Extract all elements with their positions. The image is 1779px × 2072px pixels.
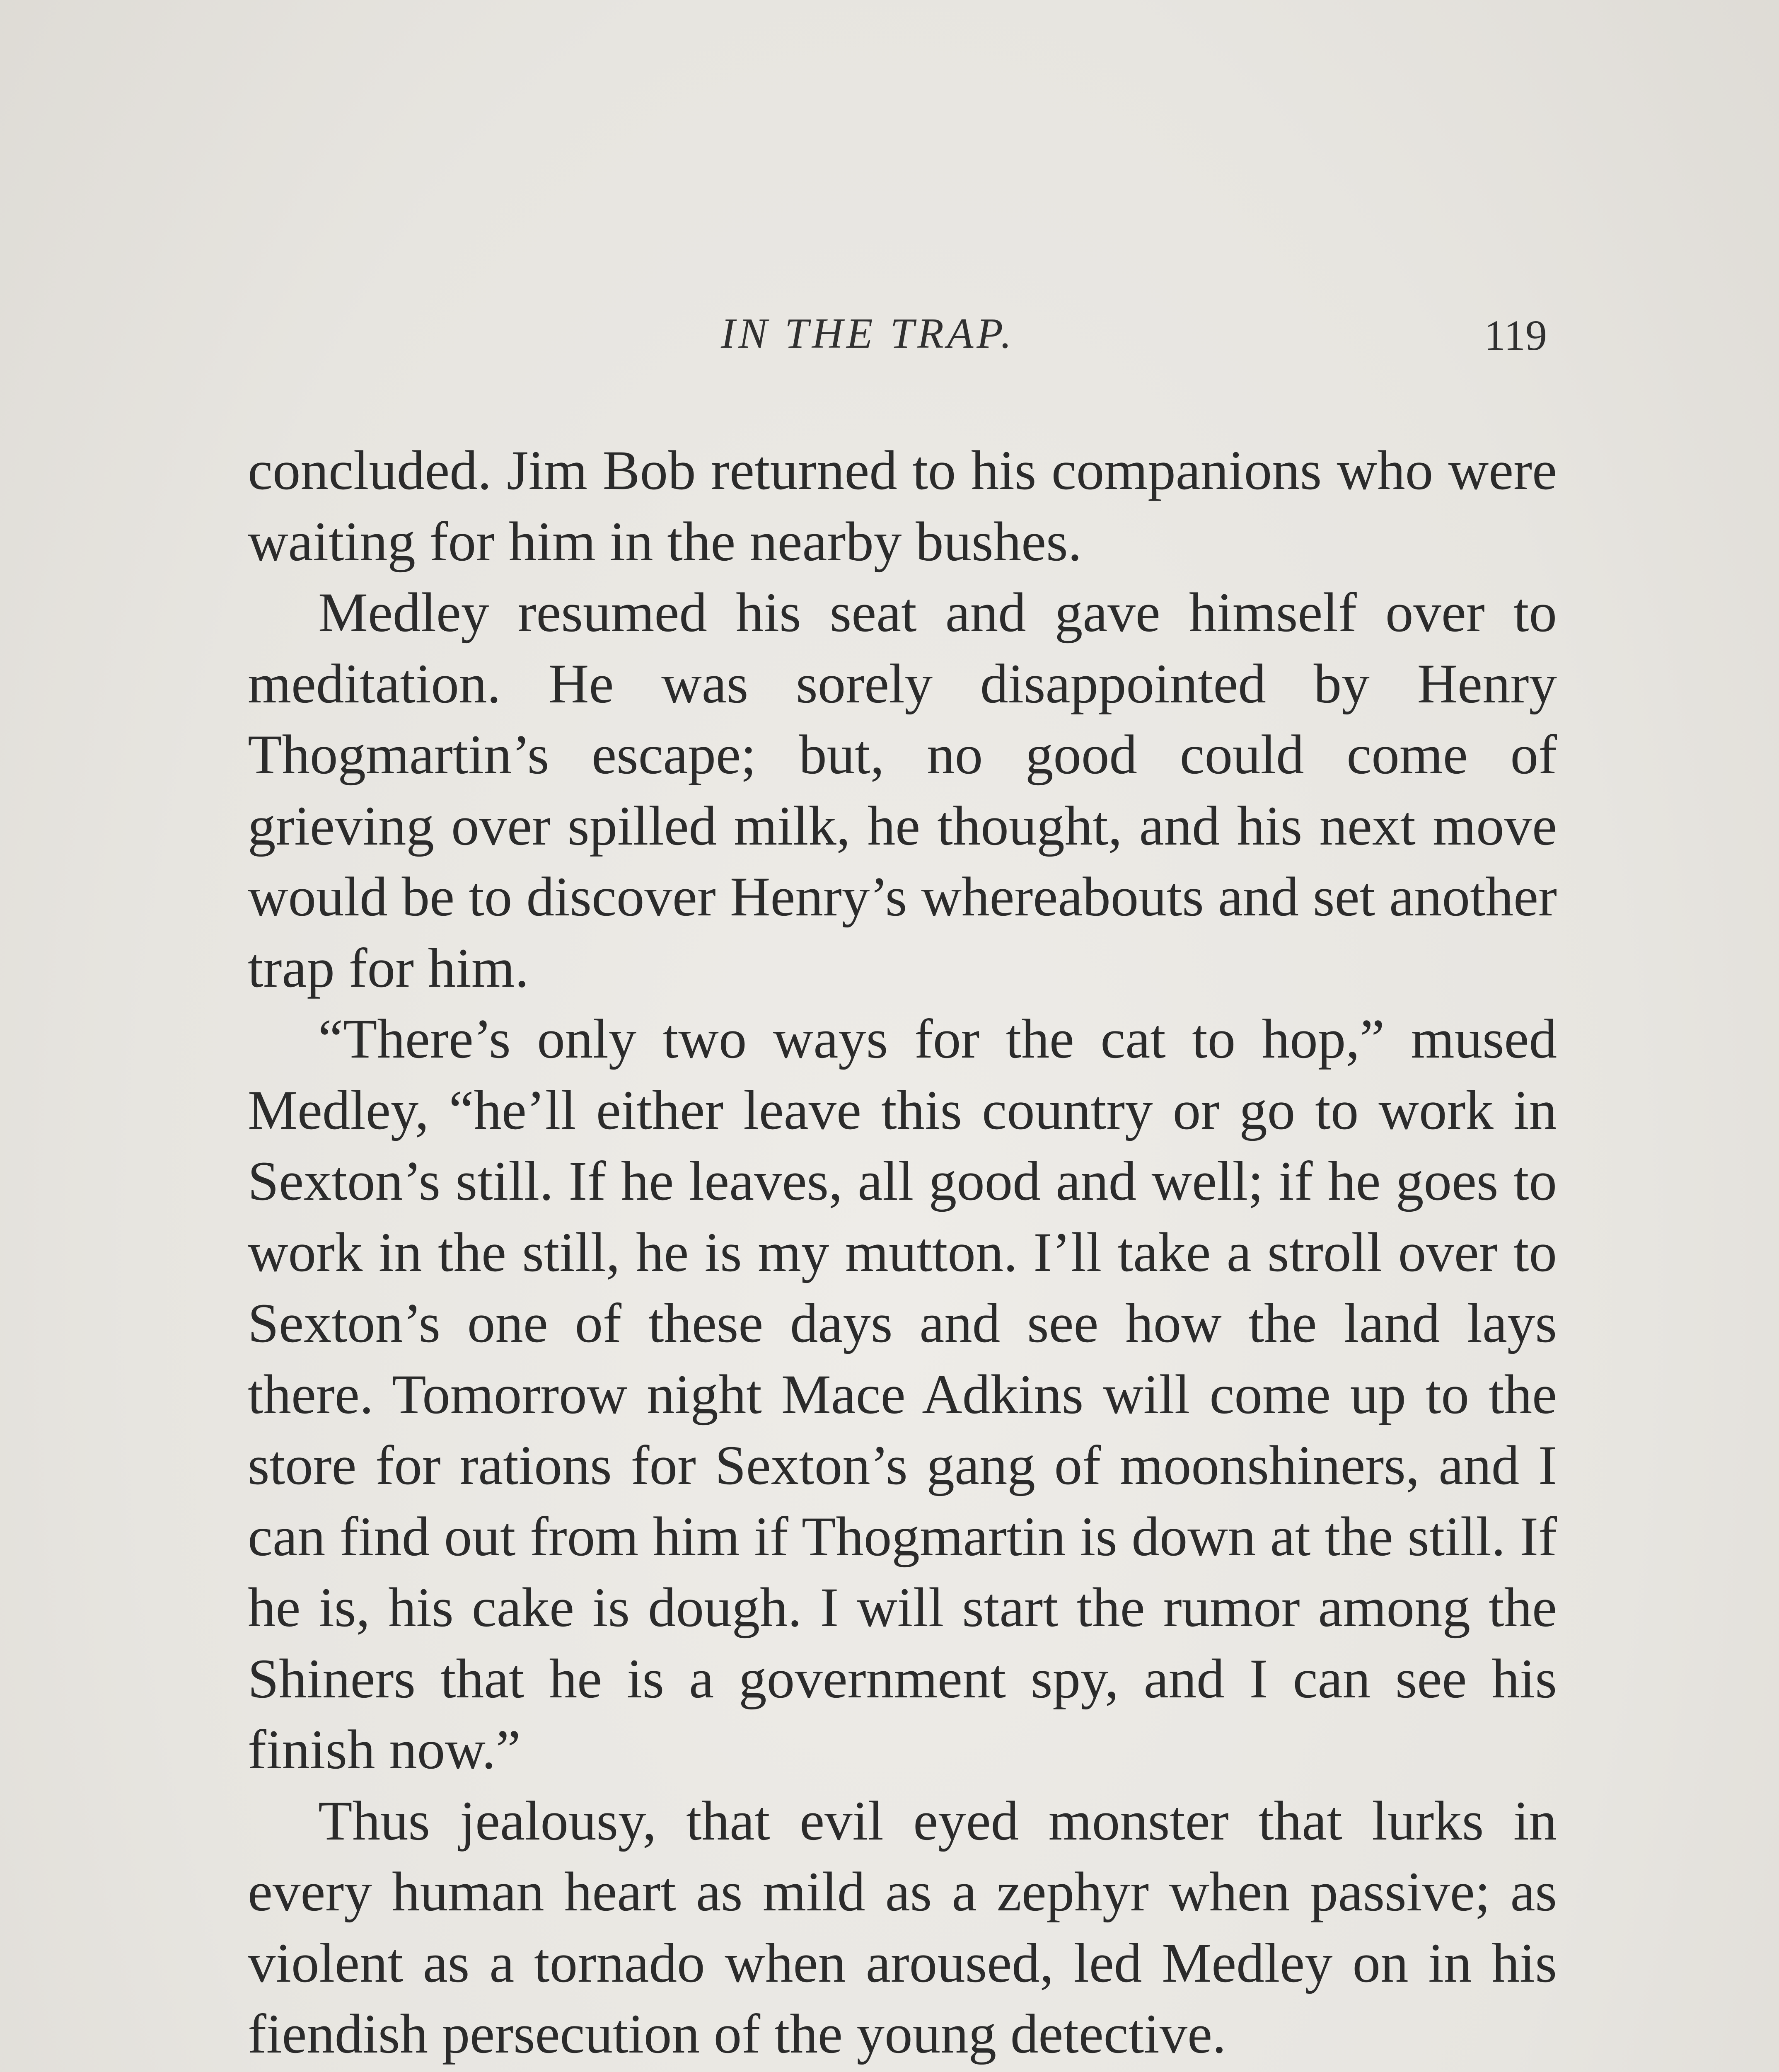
paragraph-4: Thus jealousy, that evil eyed monster that lurks in every human heart as mild as a zephyr when passive; as violent as a tornado when aroused, led Medley on in his fiendish persecution of the young detective. [248,1790,1557,2065]
paragraph-5 [248,2070,1557,2072]
paragraph-2: Medley resumed his seat and gave himself over to meditation. He was sorely disappointed by Henry Thogmartin’s escape; but, no good could come of grieving over spilled milk, he thought, and his next move would be to discover Henry’s whereabouts and set another trap for him. [248,582,1557,999]
page-number: 119 [1484,312,1547,359]
body-text [248,435,1557,2072]
running-head [0,309,1779,375]
paragraph-3: “There’s only two ways for the cat to hop,” mused Medley, “he’ll either leave this country or go to work in Sexton’s still. If he leaves, all good and well; if he goes to work in the still, he is my mutton. I’ll take a stroll over to Sexton’s one of these days and see how the land lays there. Tomorrow night Mace Adkins will come up to the store for rations for Sexton’s gang of moonshiners, and I can find out from him if Thogmartin is down at the still. If he is, his cake is dough. I will start the rumor among the Shiners that he is a government spy, and I can see his finish now.” [248,1008,1557,1781]
paragraph-1: concluded. Jim Bob returned to his companions who were waiting for him in the nearby bushes. [248,440,1557,573]
running-title: IN THE TRAP. [721,310,1015,357]
